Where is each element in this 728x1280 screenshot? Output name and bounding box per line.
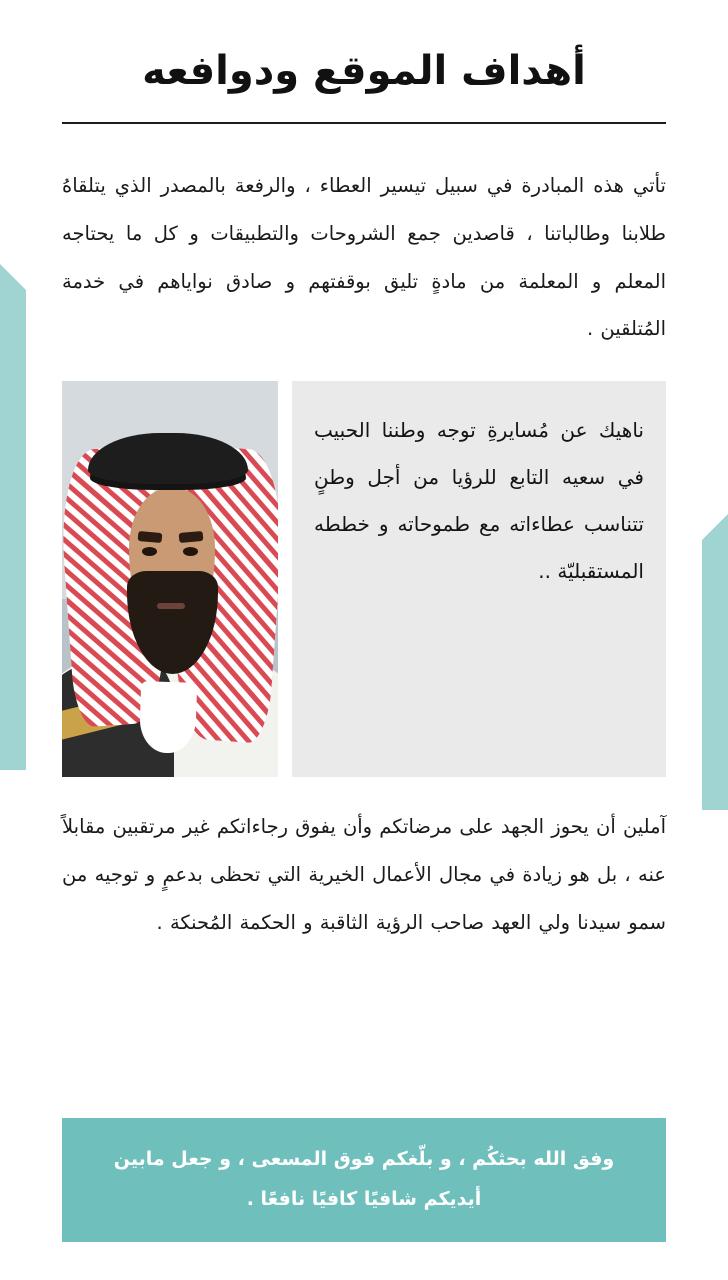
portrait-eye-left (142, 547, 157, 556)
portrait-eyebrow-right (178, 531, 202, 543)
quote-paragraph: ناهيك عن مُسايرةِ توجه وطننا الحبيب في سعيه التابع للرؤيا من أجل وطنٍ تتناسب عطاءاته مع طموحاته و خططه المستقبليّة .. (292, 381, 666, 777)
intro-paragraph: تأتي هذه المبادرة في سبيل تيسير العطاء ، والرفعة بالمصدر الذي يتلقاهُ طلابنا وطالباتنا ، قاصدين جمع الشروحات والتطبيقات و كل ما يحتاجه المعلم و المعلمة من مادةٍ تليق بوقفتهم و صادق نواياهم في خدمة المُتلقين . (62, 174, 666, 341)
portrait-mouth (157, 603, 185, 609)
image-quote-block (62, 381, 666, 777)
closing-paragraph: آملين أن يحوز الجهد على مرضاتكم وأن يفوق رجاءاتكم غير مرتقبين مقابلاً عنه ، بل هو زيادة في مجال الأعمال الخيرية التي تحظى بدعمٍ و توجيه من سمو سيدنا ولي العهد صاحب الرؤية الثاقبة و الحكمة المُحنكة . (62, 815, 666, 934)
crown-prince-portrait (62, 381, 278, 777)
portrait-eyebrow-left (137, 531, 161, 543)
footer-banner: وفق الله بحثكُم ، و بلّغكم فوق المسعى ، و جعل مابين أيديكم شافيًا كافيًا نافعًا . (62, 1118, 666, 1242)
page-title: أهداف الموقع ودوافعه (142, 48, 586, 94)
